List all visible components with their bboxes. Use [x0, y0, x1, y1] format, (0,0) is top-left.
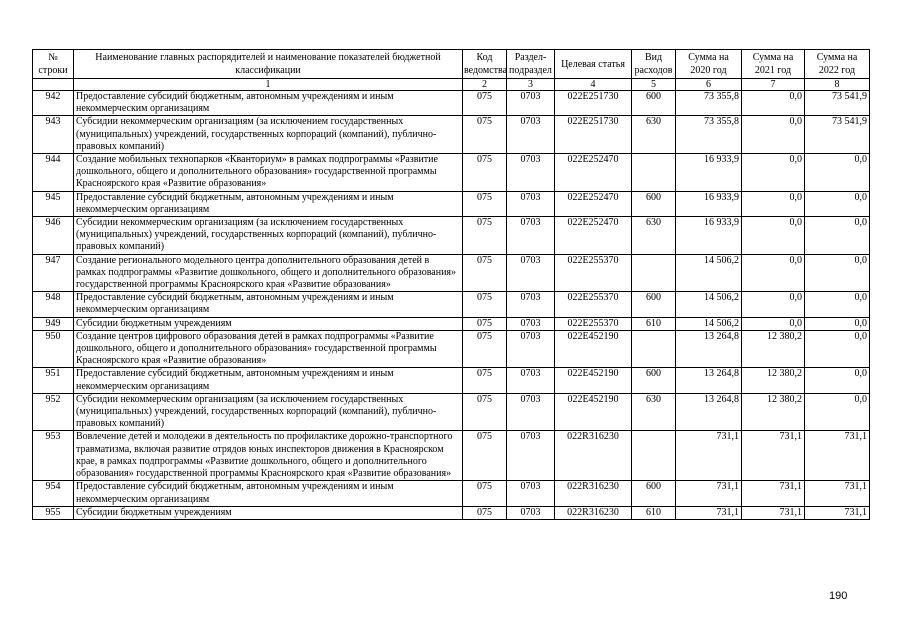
target-cell: 022E255370: [555, 317, 632, 330]
section-cell: 0703: [507, 116, 555, 154]
table-row: [33, 330, 870, 368]
table-row: [33, 91, 870, 116]
expense-type-cell: 610: [632, 317, 676, 330]
row-name-cell: Субсидии некоммерческим организациям (за исключением государственных (муниципальных) учреждений, государственных корпораций (компаний), публично-правовых компаний): [74, 116, 463, 154]
expense-type-cell: 610: [632, 506, 676, 519]
dept-code-cell: 075: [463, 91, 507, 116]
row-number-cell: 948: [33, 292, 74, 317]
header-section: Раздел-подраздел: [507, 50, 555, 79]
row-number-cell: 953: [33, 431, 74, 481]
sum-2022-cell: 0,0: [805, 254, 870, 292]
row-name-cell: Субсидии бюджетным учреждениям: [74, 317, 463, 330]
row-name-cell: Создание центров цифрового образования детей в рамках подпрограммы «Развитие дошкольного, общего и дополнительного образования» государственной программы Красноярского края «Развитие образования»: [74, 330, 463, 368]
sum-2020-cell: 14 506,2: [676, 317, 742, 330]
row-name-cell: Создание мобильных технопарков «Кванториум» в рамках подпрограммы «Развитие дошкольного, общего и дополнительного образования» государственной программы Красноярского края «Развитие образования»: [74, 154, 463, 192]
column-number: 6: [676, 79, 742, 91]
row-name-cell: Субсидии некоммерческим организациям (за исключением государственных (муниципальных) учреждений, государственных корпораций (компаний), публично-правовых компаний): [74, 393, 463, 431]
sum-2021-cell: 731,1: [742, 506, 805, 519]
target-cell: 022E252470: [555, 191, 632, 216]
dept-code-cell: 075: [463, 191, 507, 216]
sum-2021-cell: 0,0: [742, 317, 805, 330]
target-cell: 022E252470: [555, 217, 632, 255]
sum-2020-cell: 16 933,9: [676, 191, 742, 216]
sum-2020-cell: 14 506,2: [676, 254, 742, 292]
sum-2022-cell: 0,0: [805, 292, 870, 317]
dept-code-cell: 075: [463, 317, 507, 330]
row-number-cell: 944: [33, 154, 74, 192]
row-number-cell: 942: [33, 91, 74, 116]
table-row: [33, 481, 870, 506]
row-name-cell: Предоставление субсидий бюджетным, автономным учреждениям и иным некоммерческим организациям: [74, 191, 463, 216]
sum-2022-cell: 0,0: [805, 393, 870, 431]
target-cell: 022E452190: [555, 393, 632, 431]
sum-2020-cell: 13 264,8: [676, 393, 742, 431]
target-cell: 022E252470: [555, 154, 632, 192]
row-number-cell: 949: [33, 317, 74, 330]
dept-code-cell: 075: [463, 506, 507, 519]
row-number-cell: 947: [33, 254, 74, 292]
expense-type-cell: 600: [632, 191, 676, 216]
target-cell: 022R316230: [555, 506, 632, 519]
sum-2022-cell: 73 541,9: [805, 91, 870, 116]
target-cell: 022E251730: [555, 91, 632, 116]
row-name-cell: Субсидии некоммерческим организациям (за исключением государственных (муниципальных) учреждений, государственных корпораций (компаний), публично-правовых компаний): [74, 217, 463, 255]
sum-2020-cell: 16 933,9: [676, 217, 742, 255]
section-cell: 0703: [507, 217, 555, 255]
sum-2021-cell: 12 380,2: [742, 330, 805, 368]
sum-2020-cell: 73 355,8: [676, 116, 742, 154]
target-cell: 022E255370: [555, 254, 632, 292]
column-number: [33, 79, 74, 91]
target-cell: 022E452190: [555, 330, 632, 368]
table-row: [33, 217, 870, 255]
section-cell: 0703: [507, 393, 555, 431]
row-number-cell: 955: [33, 506, 74, 519]
target-cell: 022R316230: [555, 431, 632, 481]
table-row: [33, 368, 870, 393]
table-row: [33, 292, 870, 317]
sum-2022-cell: 731,1: [805, 506, 870, 519]
expense-type-cell: 630: [632, 393, 676, 431]
table-row: [33, 116, 870, 154]
row-number-cell: 943: [33, 116, 74, 154]
header-sum-2022: Сумма на 2022 год: [805, 50, 870, 79]
sum-2022-cell: 0,0: [805, 330, 870, 368]
expense-type-cell: 630: [632, 116, 676, 154]
header-target: Целевая статья: [555, 50, 632, 79]
dept-code-cell: 075: [463, 368, 507, 393]
sum-2022-cell: 73 541,9: [805, 116, 870, 154]
expense-type-cell: 630: [632, 217, 676, 255]
header-sum-2020: Сумма на 2020 год: [676, 50, 742, 79]
sum-2020-cell: 731,1: [676, 481, 742, 506]
target-cell: 022E251730: [555, 116, 632, 154]
dept-code-cell: 075: [463, 154, 507, 192]
row-number-cell: 946: [33, 217, 74, 255]
section-cell: 0703: [507, 292, 555, 317]
sum-2021-cell: 0,0: [742, 116, 805, 154]
row-name-cell: Предоставление субсидий бюджетным, автономным учреждениям и иным некоммерческим организациям: [74, 292, 463, 317]
sum-2022-cell: 731,1: [805, 431, 870, 481]
row-name-cell: Создание регионального модельного центра дополнительного образования детей в рамках подпрограммы «Развитие дошкольного, общего и дополнительного образования» государственной программы Красноярского края «Развитие образования»: [74, 254, 463, 292]
header-row-no: № строки: [33, 50, 74, 79]
table-row: [33, 431, 870, 481]
row-name-cell: Вовлечение детей и молодежи в деятельность по профилактике дорожно-транспортного травматизма, включая развитие отрядов юных инспекторов движения в Красноярском крае, в рамках подпрограммы «Развитие дошкольного, общего и дополнительного образования» государственной программы Красноярского края «Развитие образования»: [74, 431, 463, 481]
expense-type-cell: [632, 431, 676, 481]
row-name-cell: Предоставление субсидий бюджетным, автономным учреждениям и иным некоммерческим организациям: [74, 481, 463, 506]
section-cell: 0703: [507, 154, 555, 192]
section-cell: 0703: [507, 191, 555, 216]
sum-2020-cell: 731,1: [676, 506, 742, 519]
sum-2021-cell: 0,0: [742, 91, 805, 116]
section-cell: 0703: [507, 330, 555, 368]
row-number-cell: 945: [33, 191, 74, 216]
column-number-row: [33, 79, 870, 91]
expense-type-cell: [632, 254, 676, 292]
column-number: 7: [742, 79, 805, 91]
section-cell: 0703: [507, 481, 555, 506]
table-row: [33, 154, 870, 192]
target-cell: 022E452190: [555, 368, 632, 393]
table-row: [33, 393, 870, 431]
sum-2022-cell: 0,0: [805, 317, 870, 330]
column-number: 4: [555, 79, 632, 91]
sum-2022-cell: 731,1: [805, 481, 870, 506]
sum-2020-cell: 14 506,2: [676, 292, 742, 317]
row-number-cell: 954: [33, 481, 74, 506]
section-cell: 0703: [507, 317, 555, 330]
sum-2021-cell: 0,0: [742, 292, 805, 317]
sum-2021-cell: 12 380,2: [742, 393, 805, 431]
row-number-cell: 952: [33, 393, 74, 431]
sum-2020-cell: 13 264,8: [676, 330, 742, 368]
row-name-cell: Предоставление субсидий бюджетным, автономным учреждениям и иным некоммерческим организациям: [74, 368, 463, 393]
column-number: 8: [805, 79, 870, 91]
sum-2021-cell: 731,1: [742, 431, 805, 481]
dept-code-cell: 075: [463, 431, 507, 481]
sum-2020-cell: 73 355,8: [676, 91, 742, 116]
sum-2021-cell: 12 380,2: [742, 368, 805, 393]
sum-2020-cell: 731,1: [676, 431, 742, 481]
expense-type-cell: 600: [632, 368, 676, 393]
row-name-cell: Предоставление субсидий бюджетным, автономным учреждениям и иным некоммерческим организациям: [74, 91, 463, 116]
table-row: [33, 317, 870, 330]
row-name-cell: Субсидии бюджетным учреждениям: [74, 506, 463, 519]
header-row: [33, 50, 870, 79]
expense-type-cell: [632, 154, 676, 192]
dept-code-cell: 075: [463, 217, 507, 255]
sum-2020-cell: 16 933,9: [676, 154, 742, 192]
page-number: 190: [829, 590, 848, 602]
target-cell: 022R316230: [555, 481, 632, 506]
sum-2022-cell: 0,0: [805, 217, 870, 255]
dept-code-cell: 075: [463, 254, 507, 292]
header-sum-2021: Сумма на 2021 год: [742, 50, 805, 79]
sum-2021-cell: 0,0: [742, 254, 805, 292]
target-cell: 022E255370: [555, 292, 632, 317]
header-expense-type: Вид расходов: [632, 50, 676, 79]
column-number: 2: [463, 79, 507, 91]
header-name: Наименование главных распорядителей и наименование показателей бюджетной классификации: [74, 50, 463, 79]
expense-type-cell: 600: [632, 292, 676, 317]
sum-2022-cell: 0,0: [805, 191, 870, 216]
section-cell: 0703: [507, 254, 555, 292]
expense-type-cell: 600: [632, 481, 676, 506]
table-body: [33, 91, 870, 520]
budget-table: [32, 49, 870, 520]
expense-type-cell: 600: [632, 91, 676, 116]
dept-code-cell: 075: [463, 116, 507, 154]
table-row: [33, 254, 870, 292]
sum-2022-cell: 0,0: [805, 154, 870, 192]
header-dept-code: Код ведомства: [463, 50, 507, 79]
column-number: 1: [74, 79, 463, 91]
column-number: 3: [507, 79, 555, 91]
row-number-cell: 950: [33, 330, 74, 368]
expense-type-cell: [632, 330, 676, 368]
dept-code-cell: 075: [463, 330, 507, 368]
section-cell: 0703: [507, 368, 555, 393]
sum-2022-cell: 0,0: [805, 368, 870, 393]
sum-2021-cell: 0,0: [742, 191, 805, 216]
dept-code-cell: 075: [463, 393, 507, 431]
section-cell: 0703: [507, 431, 555, 481]
sum-2020-cell: 13 264,8: [676, 368, 742, 393]
table-row: [33, 506, 870, 519]
row-number-cell: 951: [33, 368, 74, 393]
sum-2021-cell: 731,1: [742, 481, 805, 506]
dept-code-cell: 075: [463, 481, 507, 506]
column-number: 5: [632, 79, 676, 91]
section-cell: 0703: [507, 506, 555, 519]
dept-code-cell: 075: [463, 292, 507, 317]
sum-2021-cell: 0,0: [742, 217, 805, 255]
table-row: [33, 191, 870, 216]
sum-2021-cell: 0,0: [742, 154, 805, 192]
section-cell: 0703: [507, 91, 555, 116]
